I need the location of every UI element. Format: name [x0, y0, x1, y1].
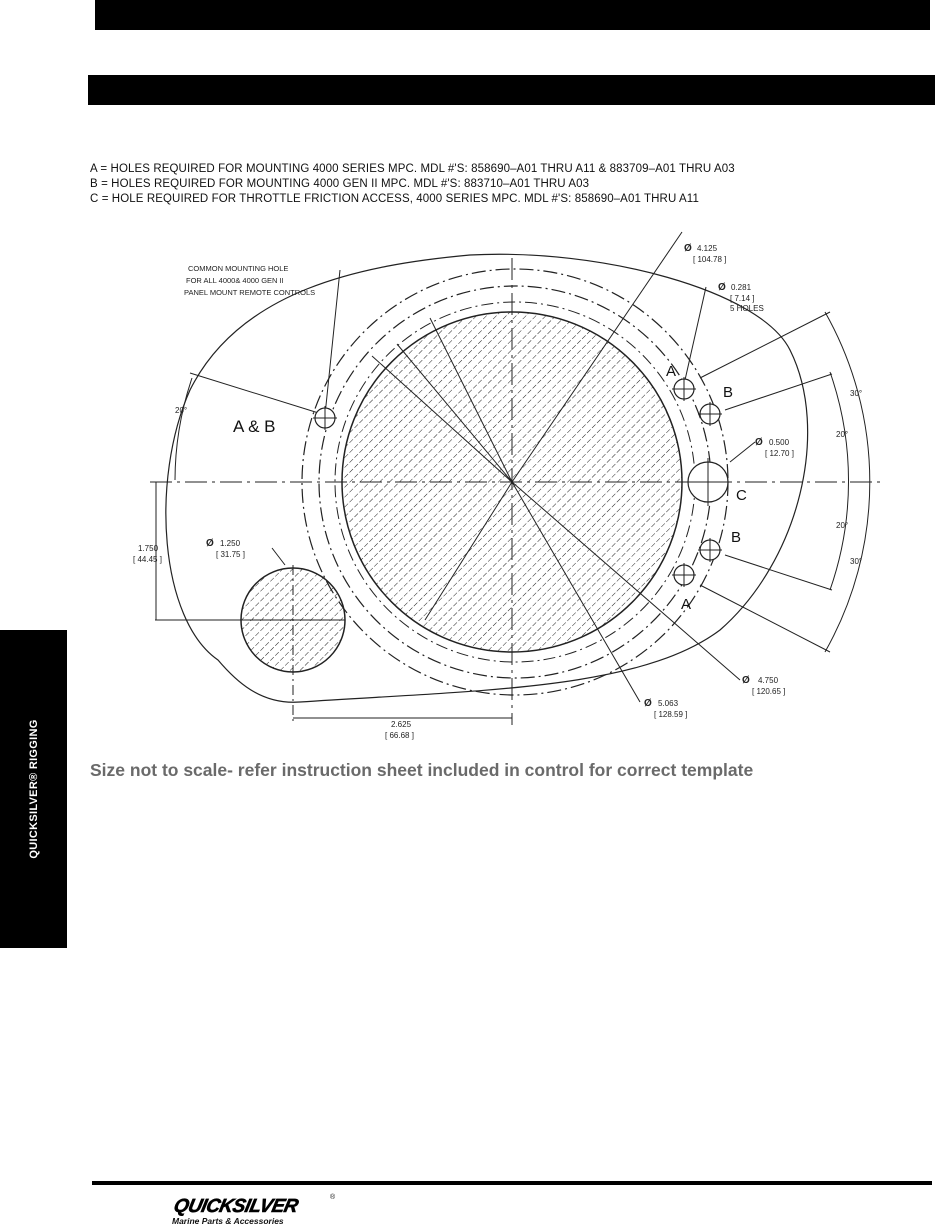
label-c: C: [736, 487, 747, 504]
dim-2625-mm: [ 66.68 ]: [385, 731, 414, 740]
ray-20-left: [190, 373, 325, 415]
label-a-bottom: A: [681, 596, 692, 613]
dim-1250-mm: [ 31.75 ]: [216, 550, 245, 559]
angle-20-top: 20°: [836, 430, 849, 439]
callout-common-2: FOR ALL 4000& 4000 GEN II: [186, 276, 284, 285]
angle-20-bottom: 20°: [836, 521, 849, 530]
dim-0500-mm: [ 12.70 ]: [765, 449, 794, 458]
leader-0500: [730, 442, 755, 462]
dim-0281-mm: [ 7.14 ]: [730, 294, 755, 303]
leader-1250: [272, 548, 285, 565]
dim-1750-in: 1.750: [138, 544, 159, 553]
hole-common: [313, 406, 337, 430]
section-side-tab: [0, 630, 67, 948]
dim-0281-sym: Ø: [718, 282, 726, 293]
callout-common-3: PANEL MOUNT REMOTE CONTROLS: [184, 288, 316, 297]
dim-0281-in: 0.281: [731, 283, 752, 292]
dim-0500-sym: Ø: [755, 437, 763, 448]
hole-a-top: [672, 377, 696, 401]
legend-line-a: A = HOLES REQUIRED FOR MOUNTING 4000 SERIES MPC. MDL #'S: 858690–A01 THRU A11 & 883709–A01 THRU A03: [90, 163, 735, 175]
footer-rule: [92, 1181, 932, 1185]
logo-registered-mark: ®: [330, 1194, 336, 1201]
ray-20-top: [725, 374, 832, 410]
angle-arc-left: [175, 378, 192, 480]
ray-20-bottom: [725, 555, 832, 590]
dim-4125-mm: [ 104.78 ]: [693, 255, 727, 264]
angle-30-top: 30°: [850, 389, 863, 398]
dim-4750-mm: [ 120.65 ]: [752, 687, 786, 696]
leader-common: [325, 270, 340, 415]
hole-a-bottom: [672, 563, 696, 587]
dim-0500-in: 0.500: [769, 438, 790, 447]
dim-5063-sym: Ø: [644, 698, 652, 709]
label-b-bottom: B: [731, 529, 742, 546]
callout-common-1: COMMON MOUNTING HOLE: [188, 264, 289, 273]
dim-4125-in: 4.125: [697, 244, 718, 253]
angle-arc-inner: [830, 372, 849, 590]
logo-tagline: Marine Parts & Accessories: [172, 1216, 284, 1226]
dim-0281-note: 5 HOLES: [730, 304, 764, 313]
logo-wordmark: QUICKSILVER: [171, 1196, 300, 1217]
dim-1250-sym: Ø: [206, 538, 214, 549]
legend-line-c: C = HOLE REQUIRED FOR THROTTLE FRICTION ACCESS, 4000 SERIES MPC. MDL #'S: 858690–A01 THRU A11: [90, 193, 699, 205]
label-a-top: A: [666, 363, 677, 380]
dim-5063-in: 5.063: [658, 699, 679, 708]
hole-c: [684, 458, 732, 506]
leader-0281: [685, 287, 706, 380]
legend-line-b: B = HOLES REQUIRED FOR MOUNTING 4000 GEN II MPC. MDL #'S: 883710–A01 THRU A03: [90, 178, 590, 190]
dim-1250-in: 1.250: [220, 539, 241, 548]
label-a-and-b: A & B: [233, 417, 276, 436]
label-b-top: B: [723, 384, 734, 401]
quicksilver-logo: [170, 1194, 340, 1228]
ray-30-bottom: [700, 585, 830, 652]
dim-2625-in: 2.625: [391, 720, 412, 729]
dim-4750-sym: Ø: [742, 675, 750, 686]
angle-20-left: 20°: [175, 406, 188, 415]
dim-1750-mm: [ 44.45 ]: [133, 555, 162, 564]
dim-4125-sym: Ø: [684, 243, 692, 254]
dim-4750-in: 4.750: [758, 676, 779, 685]
side-tab-label: QUICKSILVER® RIGGING: [27, 719, 40, 859]
dim-5063-mm: [ 128.59 ]: [654, 710, 688, 719]
scale-note: Size not to scale- refer instruction sheet included in control for correct template: [90, 760, 754, 780]
angle-30-bottom: 30°: [850, 557, 863, 566]
